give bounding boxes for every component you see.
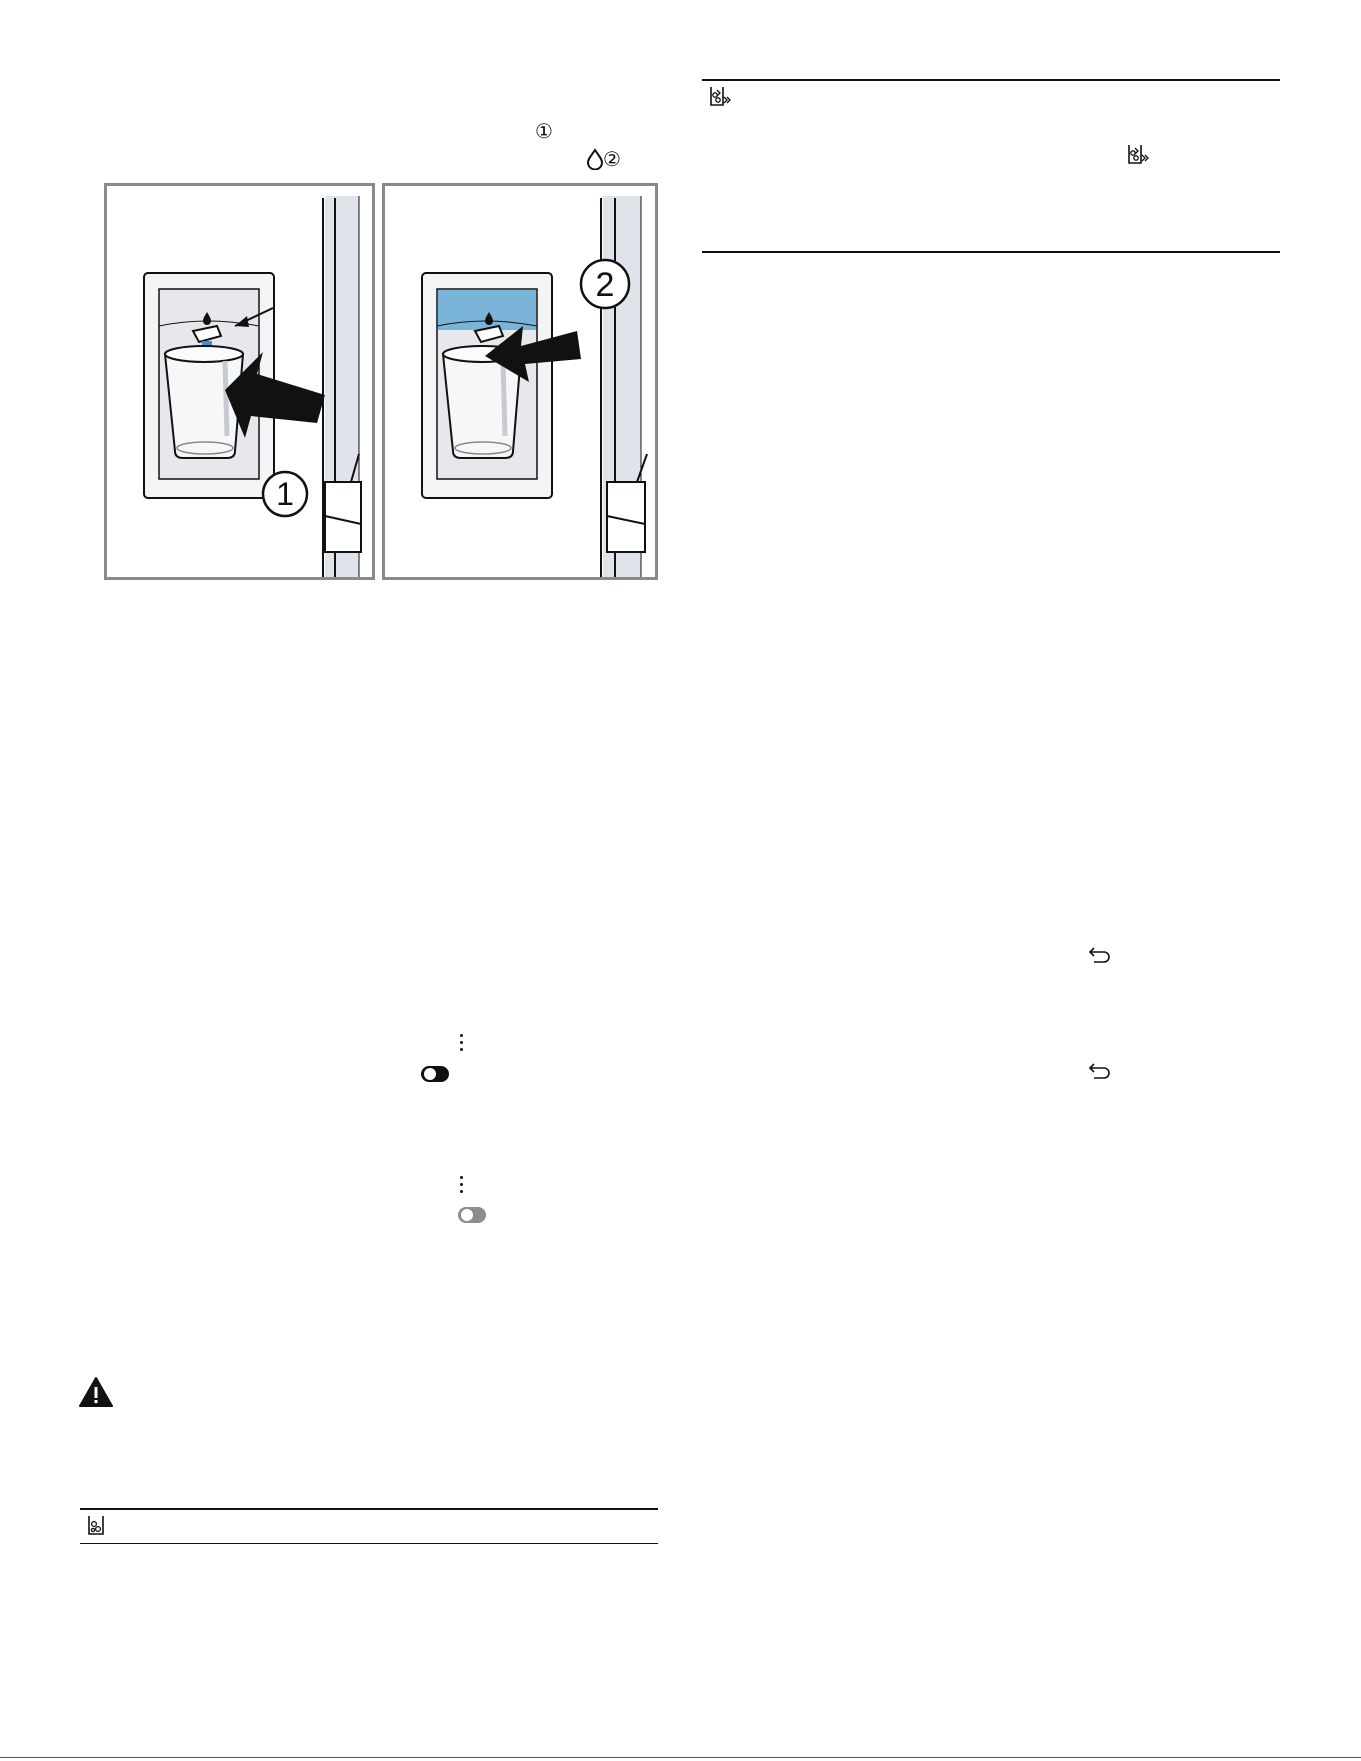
step-marker-2: ② bbox=[603, 147, 621, 171]
filter-change-icon bbox=[1126, 143, 1150, 165]
callout-1: 1 bbox=[276, 476, 294, 512]
filter-change-icon bbox=[708, 85, 732, 107]
right-box-rule-bottom bbox=[702, 251, 1280, 253]
figure-panel-1 bbox=[104, 183, 375, 580]
return-arrow-icon bbox=[1088, 1061, 1112, 1081]
toggle-on[interactable] bbox=[421, 1066, 449, 1082]
right-box-rule-top bbox=[702, 79, 1280, 81]
return-arrow-icon bbox=[1088, 945, 1112, 965]
more-vertical-icon[interactable] bbox=[460, 1176, 464, 1197]
toggle-off[interactable] bbox=[458, 1207, 486, 1223]
warning-triangle-icon bbox=[78, 1376, 114, 1408]
step-marker-1: ① bbox=[535, 119, 553, 143]
box-rule-bottom bbox=[80, 1543, 658, 1544]
box-rule-top bbox=[80, 1508, 658, 1510]
water-drop-icon bbox=[586, 148, 604, 170]
more-vertical-icon[interactable] bbox=[460, 1034, 464, 1055]
page-bottom-rule bbox=[0, 1757, 1361, 1758]
figure-panel-2 bbox=[382, 183, 658, 580]
water-filter-icon bbox=[86, 1514, 106, 1536]
callout-2: 2 bbox=[595, 266, 615, 304]
